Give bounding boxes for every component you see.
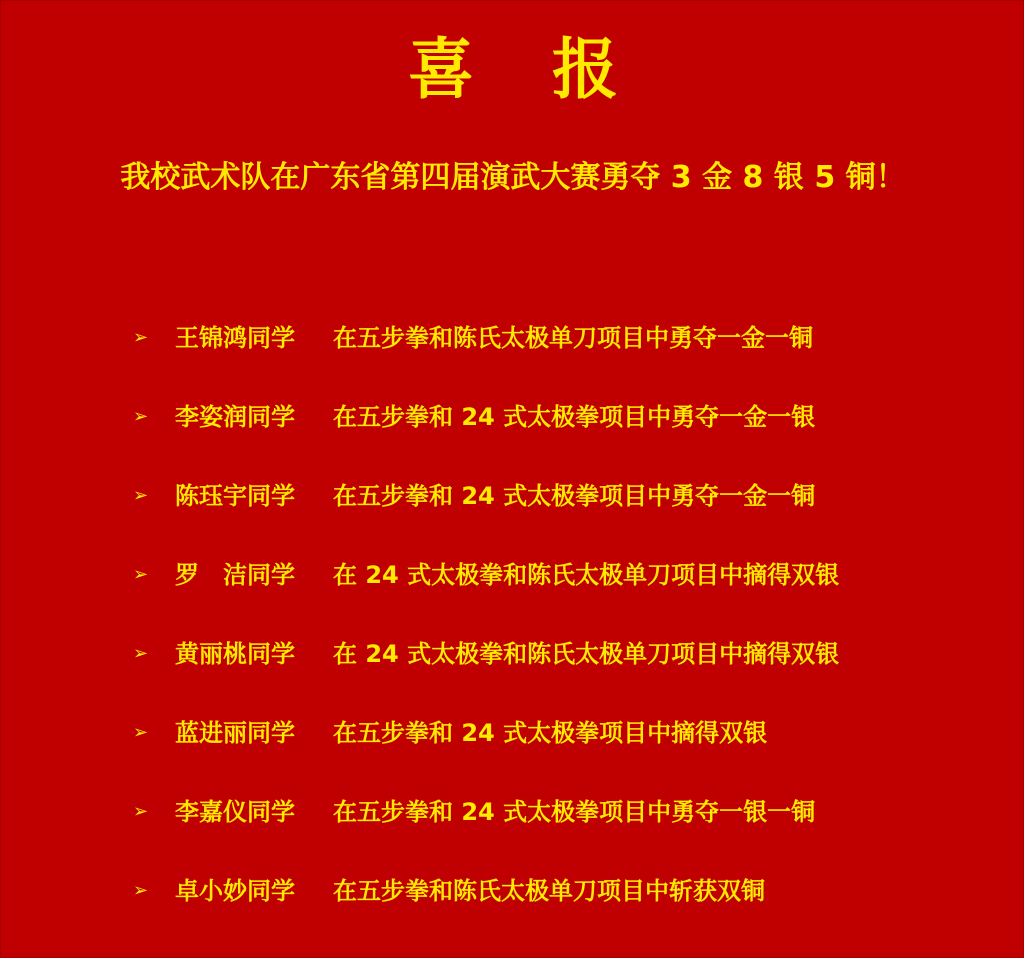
award-item <box>133 772 993 851</box>
arrow-bullet-icon: ➢ <box>133 563 149 585</box>
student-name: 卓小妙同学 <box>175 876 295 905</box>
student-name: 罗 洁同学 <box>175 560 295 589</box>
award-item <box>133 377 993 456</box>
arrow-bullet-icon: ➢ <box>133 326 149 348</box>
arrow-bullet-icon: ➢ <box>133 721 149 743</box>
student-name: 李姿润同学 <box>175 402 295 431</box>
arrow-bullet-icon: ➢ <box>133 642 149 664</box>
award-description: 在五步拳和陈氏太极单刀项目中斩获双铜 <box>333 876 765 905</box>
student-name: 蓝进丽同学 <box>175 718 295 747</box>
award-description: 在五步拳和陈氏太极单刀项目中勇夺一金一铜 <box>333 323 813 352</box>
page-subtitle: 我校武术队在广东省第四届演武大赛勇夺 3 金 8 银 5 铜！ <box>120 160 906 195</box>
arrow-bullet-icon: ➢ <box>133 879 149 901</box>
student-name: 李嘉仪同学 <box>175 797 295 826</box>
arrow-bullet-icon: ➢ <box>133 405 149 427</box>
student-name: 王锦鸿同学 <box>175 323 295 352</box>
award-item <box>133 614 993 693</box>
arrow-bullet-icon: ➢ <box>133 484 149 506</box>
award-item <box>133 535 993 614</box>
student-name: 黄丽桃同学 <box>175 639 295 668</box>
award-item <box>133 851 993 930</box>
award-item <box>133 456 993 535</box>
award-description: 在五步拳和 24 式太极拳项目中勇夺一金一铜 <box>333 481 816 510</box>
award-description: 在 24 式太极拳和陈氏太极单刀项目中摘得双银 <box>333 639 840 668</box>
student-name: 陈珏宇同学 <box>175 481 295 510</box>
award-item <box>133 693 993 772</box>
award-description: 在五步拳和 24 式太极拳项目中勇夺一金一银 <box>333 402 816 431</box>
arrow-bullet-icon: ➢ <box>133 800 149 822</box>
award-item <box>133 298 993 377</box>
award-list <box>133 298 993 930</box>
award-description: 在五步拳和 24 式太极拳项目中勇夺一银一铜 <box>333 797 816 826</box>
award-description: 在五步拳和 24 式太极拳项目中摘得双银 <box>333 718 768 747</box>
award-description: 在 24 式太极拳和陈氏太极单刀项目中摘得双银 <box>333 560 840 589</box>
page-title: 喜报 <box>408 30 696 108</box>
